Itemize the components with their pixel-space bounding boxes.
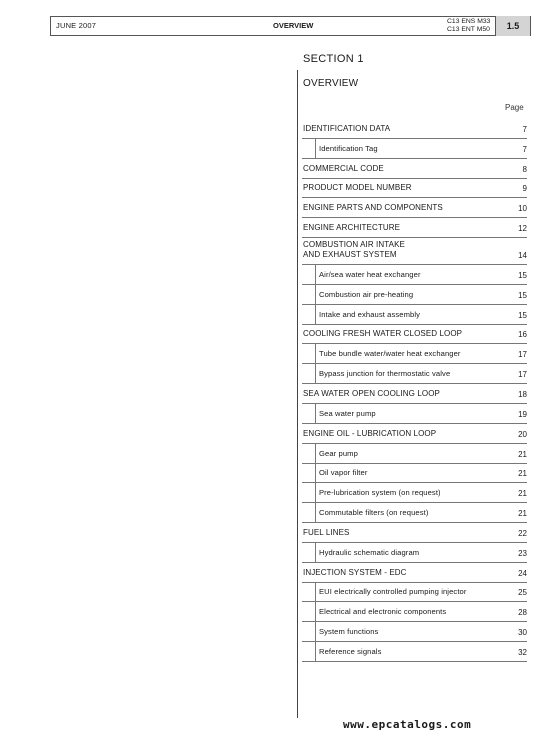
toc-subentry[interactable] [302, 503, 527, 523]
toc-entry-page: 21 [518, 489, 527, 499]
toc-entry-label: Gear pump [319, 448, 358, 458]
toc-entry-page: 12 [518, 224, 527, 234]
toc-entry-label: System functions [319, 627, 379, 637]
toc-entry[interactable] [302, 563, 527, 583]
header-model-codes [447, 18, 490, 34]
toc-entry-label: Commutable filters (on request) [319, 508, 429, 518]
toc-entry-page: 15 [518, 270, 527, 280]
toc-entry-label: Reference signals [319, 646, 382, 656]
toc-entry-page: 7 [522, 124, 527, 134]
toc-entry-page: 17 [518, 370, 527, 380]
toc-entry-label: COMBUSTION AIR INTAKE AND EXHAUST SYSTEM [303, 240, 405, 260]
toc-entry-page: 30 [518, 628, 527, 638]
toc-entry-label: Electrical and electronic components [319, 607, 447, 617]
toc-entry-label: Combustion air pre-heating [319, 289, 414, 299]
toc-entry[interactable] [302, 424, 527, 444]
toc-subentry[interactable] [302, 344, 527, 364]
toc-entry-page: 23 [518, 548, 527, 558]
toc-subentry[interactable] [302, 543, 527, 563]
toc-entry[interactable] [302, 218, 527, 238]
toc-entry-page: 24 [518, 568, 527, 578]
toc-entry-label: ENGINE ARCHITECTURE [303, 223, 401, 233]
toc-entry[interactable] [302, 238, 527, 265]
toc-subentry[interactable] [302, 583, 527, 603]
toc-subentry[interactable] [302, 139, 527, 159]
header-title: OVERVIEW [273, 21, 314, 30]
toc-entry-label: ENGINE PARTS AND COMPONENTS [303, 203, 443, 213]
toc-entry[interactable] [302, 523, 527, 543]
toc-entry[interactable] [302, 198, 527, 218]
toc-entry-page: 21 [518, 449, 527, 459]
toc-entry-label: Pre-lubrication system (on request) [319, 488, 441, 498]
toc-subentry[interactable] [302, 444, 527, 464]
toc-subentry[interactable] [302, 642, 527, 662]
toc-entry-page: 21 [518, 469, 527, 479]
toc-entry-page: 19 [518, 409, 527, 419]
watermark: www.epcatalogs.com [343, 718, 472, 731]
section-title: SECTION 1 [303, 53, 364, 65]
toc-entry-label: Identification Tag [319, 143, 378, 153]
toc-entry[interactable] [302, 119, 527, 139]
toc-subentry[interactable] [302, 464, 527, 484]
toc-entry[interactable] [302, 159, 527, 179]
toc-entry-page: 25 [518, 588, 527, 598]
toc-entry-label: COMMERCIAL CODE [303, 163, 384, 173]
toc-entry-page: 32 [518, 647, 527, 657]
toc-entry[interactable] [302, 325, 527, 345]
toc-entry-label: Oil vapor filter [319, 468, 368, 478]
toc-subentry[interactable] [302, 602, 527, 622]
toc-entry-label: PRODUCT MODEL NUMBER [303, 183, 412, 193]
toc-subentry[interactable] [302, 265, 527, 285]
toc-entry-page: 9 [522, 184, 527, 194]
toc-subentry[interactable] [302, 305, 527, 325]
toc-subentry[interactable] [302, 364, 527, 384]
toc-entry[interactable] [302, 384, 527, 404]
toc-entry-page: 15 [518, 310, 527, 320]
header-date: JUNE 2007 [56, 21, 97, 30]
toc-entry-page: 18 [518, 389, 527, 399]
overview-title: OVERVIEW [303, 78, 359, 89]
table-of-contents [302, 119, 527, 662]
toc-entry-page: 14 [518, 251, 527, 261]
toc-entry-label: COOLING FRESH WATER CLOSED LOOP [303, 329, 463, 339]
header-page-number: 1.5 [495, 16, 530, 36]
toc-entry-label: Sea water pump [319, 408, 376, 418]
page-header [50, 16, 531, 36]
toc-divider-line [297, 70, 298, 718]
toc-entry-label: Tube bundle water/water heat exchanger [319, 349, 461, 359]
toc-entry-page: 21 [518, 509, 527, 519]
header-code-line2: C13 ENT M50 [447, 26, 490, 33]
toc-entry[interactable] [302, 179, 527, 199]
toc-entry-page: 20 [518, 429, 527, 439]
toc-entry-page: 16 [518, 330, 527, 340]
toc-entry-page: 7 [522, 144, 527, 154]
toc-entry-page: 22 [518, 528, 527, 538]
toc-entry-label: FUEL LINES [303, 527, 350, 537]
toc-entry-label: IDENTIFICATION DATA [303, 123, 391, 133]
page-column-label: Page [505, 103, 524, 112]
header-code-line1: C13 ENS M33 [447, 18, 491, 25]
toc-entry-page: 10 [518, 204, 527, 214]
toc-entry-label: SEA WATER OPEN COOLING LOOP [303, 388, 440, 398]
toc-entry-page: 8 [522, 164, 527, 174]
toc-entry-page: 28 [518, 608, 527, 618]
toc-subentry[interactable] [302, 483, 527, 503]
toc-entry-page: 17 [518, 350, 527, 360]
toc-entry-page: 15 [518, 290, 527, 300]
toc-entry-label: Hydraulic schematic diagram [319, 547, 420, 557]
toc-entry-label: ENGINE OIL - LUBRICATION LOOP [303, 428, 437, 438]
toc-entry-label: INJECTION SYSTEM - EDC [303, 567, 407, 577]
toc-entry-label: Intake and exhaust assembly [319, 309, 421, 319]
toc-entry-label: Bypass junction for thermostatic valve [319, 369, 451, 379]
toc-entry-label: EUI electrically controlled pumping injector [319, 587, 467, 597]
toc-subentry[interactable] [302, 285, 527, 305]
toc-subentry[interactable] [302, 404, 527, 424]
toc-subentry[interactable] [302, 622, 527, 642]
toc-entry-label: Air/sea water heat exchanger [319, 269, 421, 279]
